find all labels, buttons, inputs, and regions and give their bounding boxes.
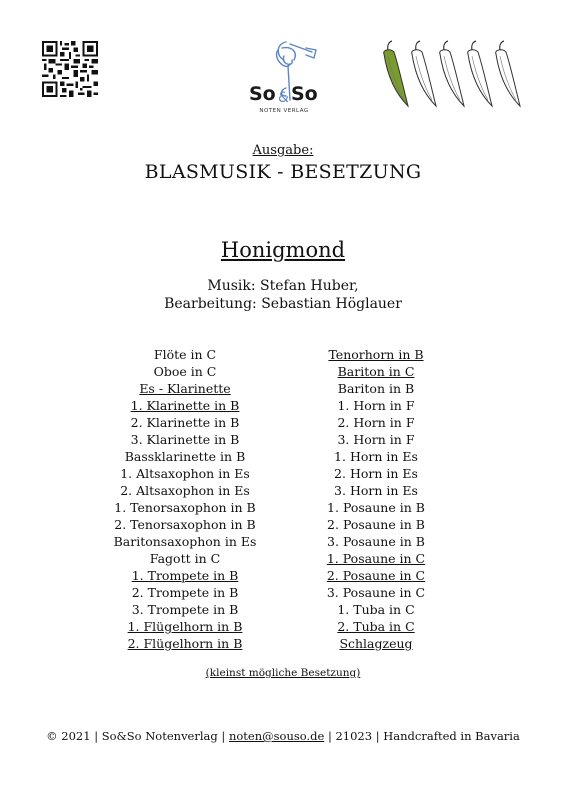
pepper-outline-icon	[412, 41, 436, 106]
instrument-item: 1. Horn in F	[337, 398, 415, 413]
instrument-item: 1. Horn in Es	[334, 449, 418, 464]
instrument-item: 3. Posaune in B	[327, 534, 425, 549]
instrument-item: 1. Klarinette in B	[130, 398, 240, 413]
instrument-item: 2. Horn in F	[337, 415, 415, 430]
footer-copyright: © 2021 | So&So Notenverlag |	[46, 729, 229, 743]
logo-text-left: So	[249, 83, 276, 105]
instrument-item: 2. Posaune in C	[326, 568, 426, 583]
logo-text-right: So	[291, 83, 318, 105]
instrument-item: 3. Klarinette in B	[130, 432, 240, 447]
instrument-item: 2. Klarinette in B	[130, 415, 240, 430]
soso-logo-icon	[246, 38, 322, 118]
pepper-filled-icon	[384, 41, 408, 106]
footer-email-link[interactable]: noten@souso.de	[228, 729, 325, 743]
footer-info: | 21023 | Handcrafted in Bavaria	[324, 729, 520, 743]
instrument-item: Bariton in B	[337, 381, 415, 396]
instrument-item: 2. Altsaxophon in Es	[120, 483, 250, 498]
instrument-item: Oboe in C	[153, 364, 217, 379]
pepper-difficulty-icon	[378, 40, 528, 112]
minimal-instrumentation-note: (kleinst mögliche Besetzung)	[205, 667, 361, 679]
credit-music: Musik: Stefan Huber,	[207, 278, 359, 294]
instrument-item: 1. Flügelhorn in B	[127, 619, 243, 634]
edition-title: BLASMUSIK - BESETZUNG	[144, 161, 422, 183]
instrument-list-right	[276, 346, 476, 652]
instrument-item: 1. Posaune in B	[327, 500, 425, 515]
instrument-list-left	[85, 346, 285, 652]
instrument-item: Fagott in C	[149, 551, 221, 566]
instrument-item: 1. Altsaxophon in Es	[120, 466, 250, 481]
instrument-item: Es - Klarinette	[139, 381, 231, 396]
credit-arrangement: Bearbeitung: Sebastian Höglauer	[164, 296, 402, 312]
instrument-item: Bassklarinette in B	[124, 449, 246, 464]
instrument-item: Flöte in C	[153, 347, 217, 362]
logo-subtitle: NOTEN VERLAG	[259, 108, 309, 114]
instrument-item: 2. Tenorsaxophon in B	[114, 517, 256, 532]
pepper-outline-icon	[440, 41, 464, 106]
instrument-item: Schlagzeug	[339, 636, 413, 651]
instrument-item: 2. Flügelhorn in B	[127, 636, 243, 651]
instrument-item: 1. Posaune in C	[326, 551, 426, 566]
instrument-item: 2. Trompete in B	[131, 585, 239, 600]
instrument-item: Baritonsaxophon in Es	[113, 534, 257, 549]
edition-label: Ausgabe:	[252, 143, 314, 158]
footer	[0, 729, 566, 743]
pepper-outline-icon	[496, 41, 520, 106]
instrument-item: Bariton in C	[337, 364, 415, 379]
pepper-outline-icon	[468, 41, 492, 106]
logo-ampersand: &	[278, 90, 289, 106]
instrument-item: 1. Tuba in C	[337, 602, 415, 617]
instrument-item: 3. Horn in Es	[334, 483, 418, 498]
credits	[0, 277, 566, 313]
instrument-item: Tenorhorn in B	[328, 347, 424, 362]
instrument-item: 3. Horn in F	[337, 432, 415, 447]
instrument-item: 3. Trompete in B	[131, 602, 239, 617]
instrument-item: 2. Horn in Es	[334, 466, 418, 481]
instrument-item: 1. Tenorsaxophon in B	[114, 500, 256, 515]
instrument-item: 2. Tuba in C	[337, 619, 415, 634]
song-title: Honigmond	[220, 238, 346, 262]
qr-code-icon	[42, 41, 98, 97]
instrument-item: 3. Posaune in C	[326, 585, 426, 600]
instrument-item: 1. Trompete in B	[131, 568, 239, 583]
instrument-item: 2. Posaune in B	[327, 517, 425, 532]
